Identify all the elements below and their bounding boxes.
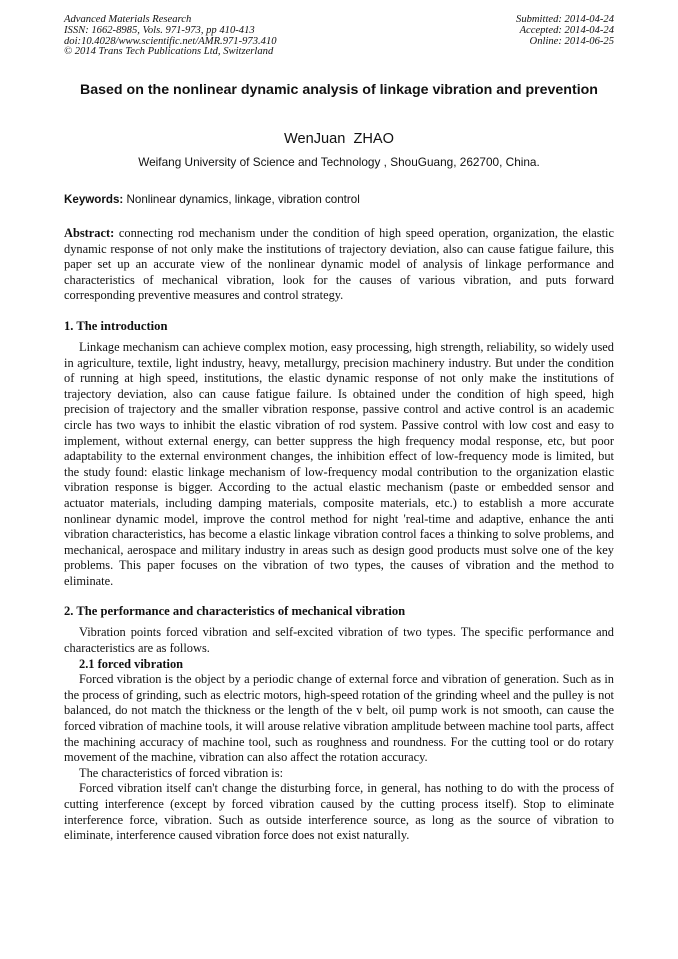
author-name: WenJuan ZHAO [283, 131, 395, 147]
section-1-paragraph: Linkage mechanism can achieve complex motion, easy processing, high strength, reliability, so widely used in agriculture, textile, light industry, heavy, metallurgy, precision machinery industry. But under the condition of running at high speed, institutions, the elastic dynamic response of not only make the institutions of trajectory deviation, also can cause fatigue failure. Is obtained under the condition of high speed, high precision of trajectory and the smaller vibration response, passive control and active control is an academic circle has two ways to inhibit the elastic vibration of rod system. Passive control with low cost and easy to implement, without external energy, can better suppress the high frequency modal response, etc, but poor adaptability to the external environment changes, the inhibition effect of low-frequency mode is limited, but the study found: elastic linkage mechanism of low-frequency modal contribution to the organization elastic vibration response is bigger. According to the actual elastic mechanism (paste or embedded sensor and actuator materials, including damping materials, composite materials, etc.) to establish a more accurate nonlinear dynamic model, improve the control method for night 'real-time and adaptive, enhance the anti vibration characteristics, has become a elastic linkage vibration control faces a thinking to solve problems, and mechanical, aerospace and military industry in areas such as design good products must solve one of the key problems. This paper focuses on the vibration of two types, the causes of vibration and the method to eliminate. [64, 339, 614, 588]
keywords-label: Keywords: [64, 193, 124, 206]
section-2-paragraph-3: The characteristics of forced vibration is: [79, 765, 284, 780]
section-2-paragraph-4: Forced vibration itself can't change the disturbing force, in general, has nothing to do with the process of cutting interference (except by forced vibration caused by the cutting process itself). Stop to eliminate interference force, vibration. Such as outside interference source, as long as the source of vibration to eliminate, interference caused vibration force does not exist naturally. [64, 781, 614, 843]
doi-line: doi:10.4028/www.scientific.net/AMR.971-973.410 [64, 35, 277, 47]
issn-line: ISSN: 1662-8985, Vols. 971-973, pp 410-413 [64, 24, 255, 36]
copyright-line: © 2014 Trans Tech Publications Ltd, Switzerland [64, 46, 274, 58]
journal-name: Advanced Materials Research [64, 14, 192, 25]
abstract-text: connecting rod mechanism under the condition of high speed operation, organization, the elastic dynamic response of not only make the institutions of trajectory deviation, also can cause fatigue failure, this paper set up an accurate view of the nonlinear dynamic model of analysis of linkage performance and characteristics of mechanical vibration, look for the causes of various vibration, and puts forward corresponding preventive measures and control strategy. [64, 226, 614, 303]
spacer [64, 589, 614, 603]
section-2-paragraph-2: Forced vibration is the object by a periodic change of external force and vibration of generation. Such as in the process of grinding, such as electric motors, high-speed rotation of the grinding wheel and the pulley is not balanced, do not match the thickness or the length of the v belt, oil pump work is not smooth, can cause the forced vibration of machine tools, it will arouse relative vibration amplitude between machine tool parts, affect the machining accuracy of machine tool, such as roughness and roundness. For the cutting tool or do rotary movement of the machine, vibration can also affect the rotation accuracy. [64, 672, 614, 765]
section-1-heading: 1. The introduction [64, 318, 168, 333]
spacer [64, 304, 614, 318]
keywords-text: Nonlinear dynamics, linkage, vibration control [123, 193, 360, 206]
abstract [64, 226, 614, 304]
accepted-date: Accepted: 2014-04-24 [519, 24, 614, 36]
abstract-label: Abstract: [64, 226, 115, 240]
subsection-2-1-heading: 2.1 forced vibration [79, 656, 184, 671]
author-affiliation: Weifang University of Science and Technology , ShouGuang, 262700, China. [138, 155, 540, 169]
section-2-heading: 2. The performance and characteristics of mechanical vibration [64, 604, 406, 619]
online-date: Online: 2014-06-25 [529, 35, 614, 47]
journal-info [64, 15, 394, 58]
publication-dates [354, 15, 614, 47]
paper-body [64, 226, 614, 844]
section-2-paragraph-1: Vibration points forced vibration and self-excited vibration of two types. The specific performance and characteristics are as follows. [64, 625, 614, 656]
paper-title: Based on the nonlinear dynamic analysis of linkage vibration and prevention [80, 82, 598, 98]
keywords [64, 192, 614, 207]
submitted-date: Submitted: 2014-04-24 [516, 14, 614, 25]
